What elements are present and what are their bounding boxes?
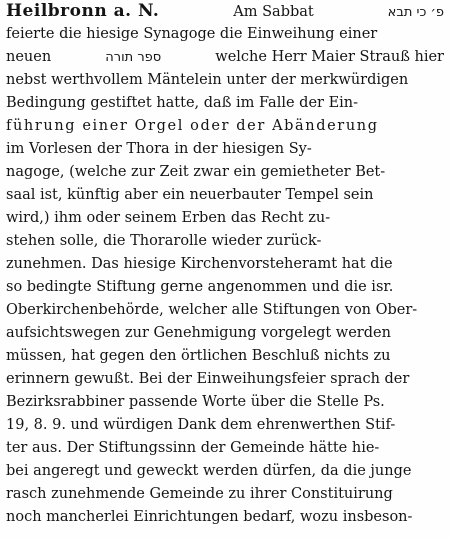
text-line [6,184,444,207]
text-segment: rasch zunehmende Gemeinde zu ihrer Constituirung [6,486,393,502]
text-segment: feierte die hiesige Synagoge die Einweihung einer [6,26,378,42]
text-line [6,138,444,161]
text-line [6,322,444,345]
text-line [6,0,444,23]
text-segment: zunehmen. Das hiesige Kirchenvorsteheramt hat die [6,256,393,272]
hebrew-term: ספר תורה [105,50,162,65]
text-segment: stehen solle, die Thorarolle wieder zurück- [6,233,322,249]
text-segment: Bedingung gestiftet hatte, daß im Falle der Ein- [6,95,359,111]
text-line [6,460,444,483]
text-line [6,230,444,253]
text-segment: saal ist, künftig aber ein neuerbauter Tempel sein [6,187,374,203]
text-segment: müssen, hat gegen den örtlichen Beschluß nichts zu [6,348,391,364]
text-segment: neuen [6,49,52,65]
text-segment: ter aus. Der Stiftungssinn der Gemeinde hätte hie- [6,440,380,456]
text-line [6,368,444,391]
text-line [6,92,444,115]
city-headline: Heilbronn a. N. [6,1,160,21]
text-line [6,161,444,184]
text-line [6,23,444,46]
text-line [6,414,444,437]
text-line [6,299,444,322]
text-segment: so bedingte Stiftung gerne angenommen und die isr. [6,279,394,295]
text-segment: noch mancherlei Einrichtungen bedarf, wozu insbeson- [6,509,413,525]
text-segment: erinnern gewußt. Bei der Einweihungsfeier sprach der [6,371,410,387]
text-line [6,115,444,138]
text-line [6,46,444,69]
text-line [6,345,444,368]
text-line [6,69,444,92]
text-line [6,207,444,230]
text-segment: Am Sabbat [233,4,314,20]
text-segment: 19, 8. 9. und würdigen Dank dem ehrenwerthen Stif- [6,417,396,433]
text-segment: welche Herr Maier Strauß hier [215,49,444,65]
text-segment: Oberkirchenbehörde, welcher alle Stiftungen von Ober- [6,302,418,318]
text-segment: im Vorlesen der Thora in der hiesigen Sy- [6,141,312,157]
text-segment: nebst werthvollem Mäntelein unter der merkwürdigen [6,72,409,88]
text-line [6,391,444,414]
text-segment: bei angeregt und geweckt werden dürfen, da die junge [6,463,412,479]
text-line [6,483,444,506]
hebrew-parasha: פ׳ כי תבא [387,5,444,20]
text-segment: Bezirksrabbiner passende Worte über die Stelle Ps. [6,394,385,410]
text-line [6,506,444,529]
text-line [6,253,444,276]
text-line [6,437,444,460]
text-segment: nagoge, (welche zur Zeit zwar ein gemietheter Bet- [6,164,386,180]
text-segment: führung einer Orgel oder der Abänderung [6,118,379,134]
text-line [6,276,444,299]
text-segment: wird,) ihm oder seinem Erben das Recht zu- [6,210,331,226]
text-segment: aufsichtswegen zur Genehmigung vorgelegt werden [6,325,391,341]
